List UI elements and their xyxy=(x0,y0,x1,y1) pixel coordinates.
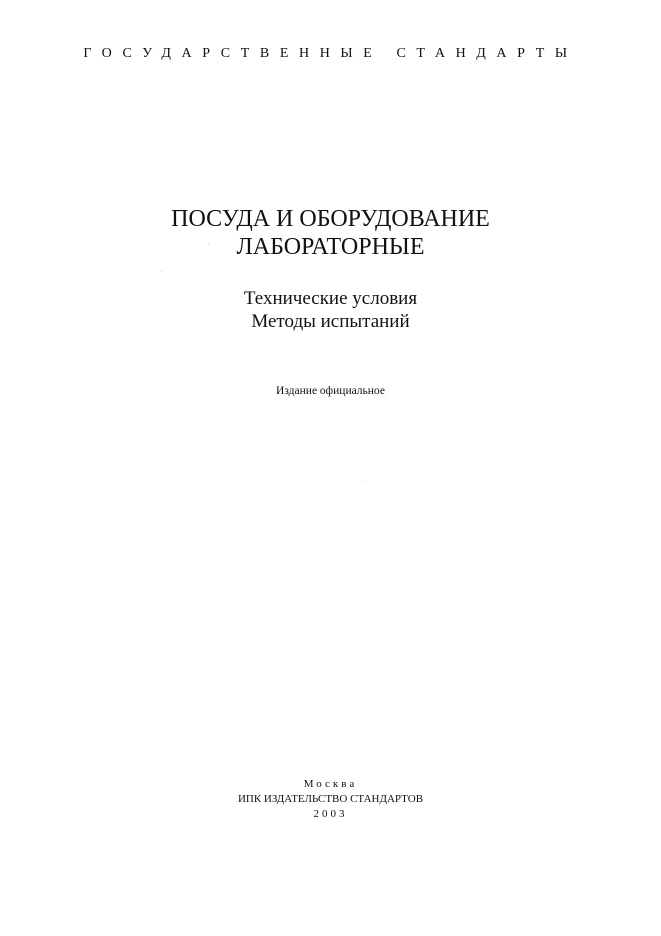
edition-note: Издание официальное xyxy=(276,385,385,397)
document-subtitle xyxy=(0,287,661,333)
subtitle-line-1: Технические условия xyxy=(243,288,418,309)
subtitle-line-2: Методы испытаний xyxy=(251,311,410,332)
scan-speck xyxy=(208,243,209,244)
imprint-year: 2003 xyxy=(313,808,348,820)
imprint-publisher: ИПК ИЗДАТЕЛЬСТВО СТАНДАРТОВ xyxy=(237,793,424,805)
title-line-1: ПОСУДА И ОБОРУДОВАНИЕ xyxy=(171,206,490,232)
series-header: ГОСУДАРСТВЕННЫЕ СТАНДАРТЫ xyxy=(83,46,578,61)
scan-speck xyxy=(161,271,162,272)
imprint xyxy=(0,777,661,822)
imprint-city: Москва xyxy=(303,778,358,790)
scan-speck xyxy=(362,481,363,482)
document-title xyxy=(0,205,661,261)
title-line-2: ЛАБОРАТОРНЫЕ xyxy=(236,234,425,260)
